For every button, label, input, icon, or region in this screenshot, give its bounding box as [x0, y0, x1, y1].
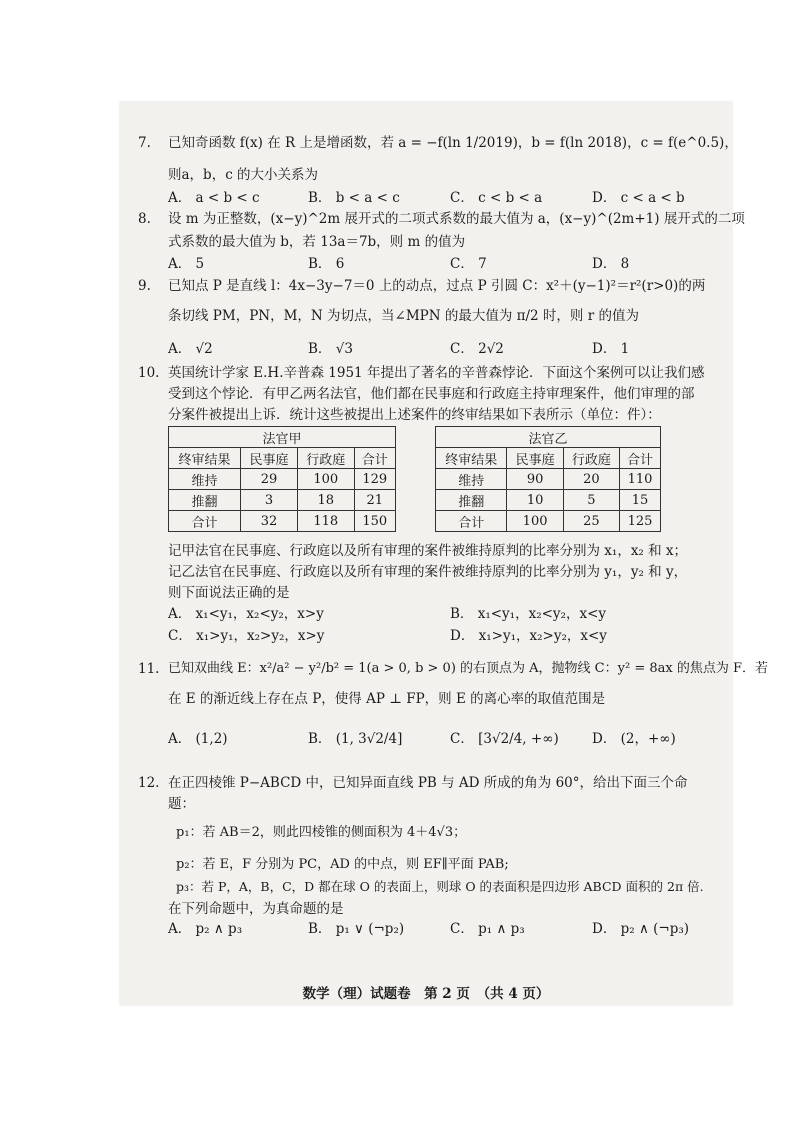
q9-option-d: D． 1	[592, 341, 630, 357]
q12-option-a: A． p₂ ∧ p₃	[168, 921, 243, 937]
table-cell: 维持	[169, 469, 241, 490]
q12-option-b: B． p₁ ∨ (¬p₂)	[308, 921, 405, 937]
table-header: 行政庭	[563, 448, 619, 469]
judge-a-table	[168, 426, 396, 532]
q8-option-c: C． 7	[450, 256, 487, 272]
judge-a-title: 法官甲	[169, 427, 396, 448]
q11-option-a: A． (1,2)	[168, 731, 228, 747]
table-cell: 10	[507, 490, 563, 511]
q8-line1: 设 m 为正整数，(x−y)^2m 展开式的二项式系数的最大值为 a，(x−y)^(2m+1) 展开式的二项	[168, 211, 745, 227]
table-cell: 18	[297, 490, 354, 511]
table-cell: 100	[507, 511, 563, 532]
q10-line5: 记乙法官在民事庭、行政庭以及所有审理的案件被维持原判的比率分别为 y₁，y₂ 和 y，	[168, 564, 688, 580]
q10-line3: 分案件被提出上诉．统计这些被提出上述案件的终审结果如下表所示（单位：件）：	[168, 407, 661, 423]
q12-line3: 在下列命题中，为真命题的是	[168, 901, 344, 917]
q10-option-c: C． x₁>y₁，x₂>y₂，x>y	[168, 628, 325, 644]
q12-p1: p₁：若 AB＝2，则此四棱锥的侧面积为 4＋4√3；	[176, 825, 467, 840]
q11-option-d: D． (2，+∞)	[592, 731, 676, 747]
q11-number: 11.	[138, 661, 160, 677]
table-row	[436, 511, 661, 532]
table-cell: 118	[297, 511, 354, 532]
judge-b-title: 法官乙	[436, 427, 661, 448]
page-footer: 数学（理）试题卷 第 2 页 （共 4 页）	[302, 986, 550, 1002]
q9-option-b: B． √3	[308, 341, 353, 357]
q11-line1: 已知双曲线 E：x²/a² − y²/b² = 1(a > 0, b > 0) 的右顶点为 A，抛物线 C：y² = 8ax 的焦点为 F．若	[168, 661, 768, 676]
q12-line2: 题：	[168, 796, 195, 812]
q12-option-d: D． p₂ ∧ (¬p₃)	[592, 921, 690, 937]
table-cell: 32	[241, 511, 298, 532]
table-cell: 21	[354, 490, 395, 511]
q12-line1: 在正四棱锥 P−ABCD 中，已知异面直线 PB 与 AD 所成的角为 60°，给出下面三个命	[168, 775, 688, 791]
table-cell: 129	[354, 469, 395, 490]
q7-option-a: A． a < b < c	[168, 190, 260, 206]
q9-line1: 已知点 P 是直线 l：4x−3y−7＝0 上的动点，过点 P 引圆 C：x²＋(y−1)²＝r²(r>0)的两	[168, 278, 706, 294]
q10-line1: 英国统计学家 E.H.辛普森 1951 年提出了著名的辛普森悖论．下面这个案例可以让我们感	[168, 365, 705, 381]
q8-option-b: B． 6	[308, 256, 345, 272]
table-header: 合计	[354, 448, 395, 469]
q10-number: 10.	[138, 365, 160, 381]
q10-line2: 受到这个悖论．有甲乙两名法官，他们都在民事庭和行政庭主持审理案件，他们审理的部	[168, 386, 695, 402]
table-cell: 3	[241, 490, 298, 511]
table-row	[169, 469, 396, 490]
q7-option-b: B． b < a < c	[308, 190, 400, 206]
table-row	[436, 490, 661, 511]
table-row	[436, 469, 661, 490]
table-header: 民事庭	[241, 448, 298, 469]
table-cell: 合计	[436, 511, 507, 532]
table-cell: 125	[619, 511, 660, 532]
q7-number: 7.	[138, 135, 151, 151]
table-header: 终审结果	[436, 448, 507, 469]
table-cell: 维持	[436, 469, 507, 490]
q9-number: 9.	[138, 278, 151, 294]
q11-option-b: B． (1, 3√2/4]	[308, 731, 403, 747]
table-header: 行政庭	[297, 448, 354, 469]
q12-option-c: C． p₁ ∧ p₃	[450, 921, 525, 937]
exam-page	[120, 102, 768, 1005]
table-cell: 推翻	[169, 490, 241, 511]
table-row	[169, 511, 396, 532]
table-header: 民事庭	[507, 448, 563, 469]
table-cell: 90	[507, 469, 563, 490]
table-row	[169, 490, 396, 511]
q8-option-a: A． 5	[168, 256, 205, 272]
q10-option-d: D． x₁>y₁，x₂>y₂，x<y	[450, 628, 607, 644]
table-cell: 29	[241, 469, 298, 490]
q11-line2: 在 E 的渐近线上存在点 P，使得 AP ⊥ FP，则 E 的离心率的取值范围是	[168, 691, 606, 707]
q10-line4: 记甲法官在民事庭、行政庭以及所有审理的案件被维持原判的比率分别为 x₁，x₂ 和 x；	[168, 543, 688, 559]
q10-line6: 则下面说法正确的是	[168, 585, 290, 601]
q10-option-a: A． x₁<y₁，x₂<y₂，x>y	[168, 606, 324, 622]
judge-b-table	[435, 426, 661, 532]
q7-line2: 则a，b，c 的大小关系为	[168, 167, 319, 183]
q11-option-c: C． [3√2/4, +∞)	[450, 731, 559, 747]
table-cell: 5	[563, 490, 619, 511]
table-cell: 150	[354, 511, 395, 532]
table-header: 终审结果	[169, 448, 241, 469]
table-cell: 合计	[169, 511, 241, 532]
q12-p2: p₂：若 E，F 分别为 PC，AD 的中点，则 EF∥平面 PAB;	[176, 857, 509, 872]
table-cell: 推翻	[436, 490, 507, 511]
q7-option-c: C． c < b < a	[450, 190, 543, 206]
table-cell: 20	[563, 469, 619, 490]
q9-option-a: A． √2	[168, 341, 213, 357]
q10-option-b: B． x₁<y₁，x₂<y₂，x<y	[450, 606, 607, 622]
table-cell: 15	[619, 490, 660, 511]
q8-line2: 式系数的最大值为 b，若 13a＝7b，则 m 的值为	[168, 234, 466, 250]
q12-p3: p₃：若 P，A，B，C，D 都在球 O 的表面上，则球 O 的表面积是四边形 ABCD 面积的 2π 倍.	[176, 879, 704, 894]
q9-option-c: C． 2√2	[450, 341, 504, 357]
table-cell: 110	[619, 469, 660, 490]
table-header: 合计	[619, 448, 660, 469]
q8-number: 8.	[138, 211, 151, 227]
q9-line2: 条切线 PM，PN，M，N 为切点，当∠MPN 的最大值为 π/2 时，则 r 的值为	[168, 308, 639, 324]
table-cell: 100	[297, 469, 354, 490]
q7-line1: 已知奇函数 f(x) 在 R 上是增函数，若 a = −f(ln 1/2019)，b = f(ln 2018)，c = f(e^0.5)，	[168, 135, 738, 151]
q7-option-d: D． c < a < b	[592, 190, 685, 206]
table-cell: 25	[563, 511, 619, 532]
q12-number: 12.	[138, 775, 160, 791]
q8-option-d: D． 8	[592, 256, 630, 272]
